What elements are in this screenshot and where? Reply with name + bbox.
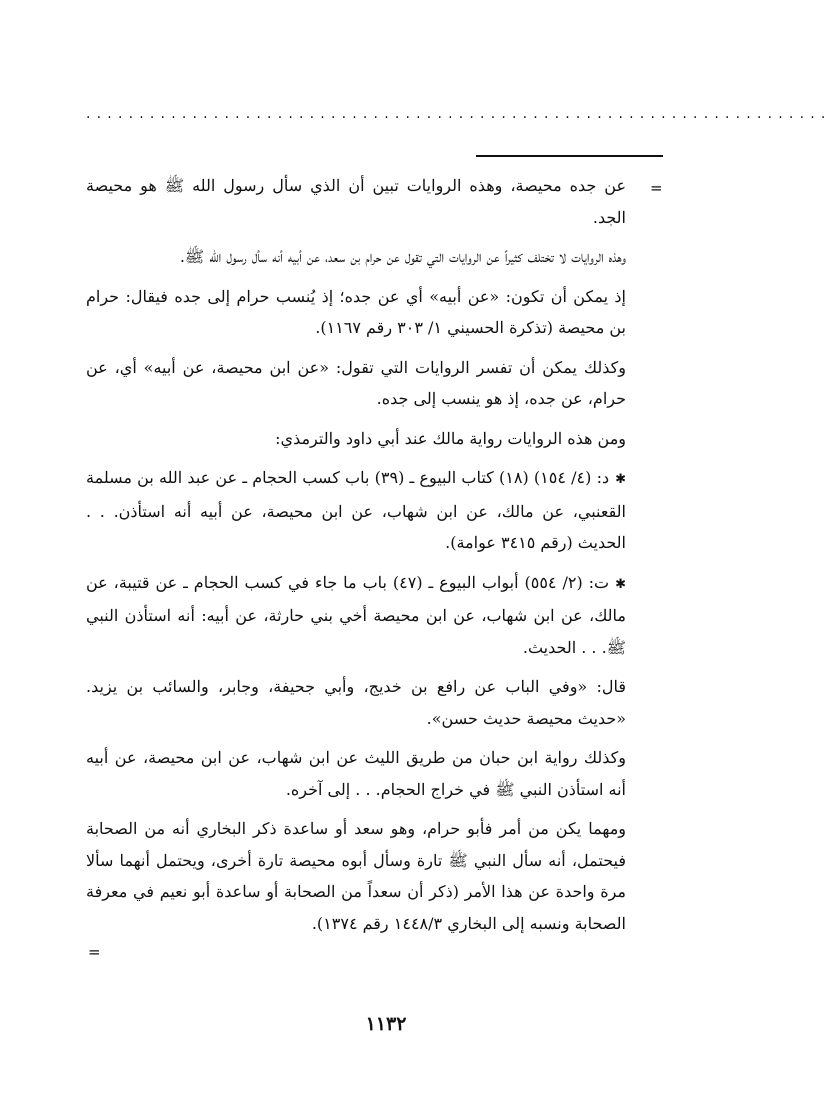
paragraph: ومن هذه الروايات رواية مالك عند أبي داود والترمذي: [275,428,626,448]
hadith-entry-text: د: (٤/ ١٥٤) (١٨) كتاب البيوع ـ (٣٩) باب كسب الحجام ـ عن عبد الله بن مسلمة القعنبي، عن مالك، عن ابن شهاب، عن ابن محيصة، عن أبيه أنه استأذن. . . الحديث (رقم ٣٤١٥ عوامة). [86,468,626,552]
paragraph: وكذلك يمكن أن تفسر الروايات التي تقول: «عن ابن محيصة، عن أبيه» أي، عن حرام، عن جده، إذ هو ينسب إلى جده. [86,357,626,408]
continuation-mark-top: = [650,179,663,197]
star-marker-icon: ✱ [615,576,626,592]
paragraph: قال: «وفي الباب عن رافع بن خديج، وأبي جحيفة، وجابر، والسائب بن يزيد. «حديث محيصة حديث حسن». [86,677,626,728]
paragraph: إذ يمكن أن تكون: «عن أبيه» أي عن جده؛ إذ يُنسب حرام إلى جده فيقال: حرام بن محيصة (تذكرة الحسيني ١/ ٣٠٣ رقم ١١٦٧). [86,286,626,337]
hadith-entry-text: ت: (٢/ ٥٥٤) أبواب البيوع ـ (٤٧) باب ما جاء في كسب الحجام ـ عن قتيبة، عن مالك، عن ابن شهاب، عن ابن محيصة أخي بني حارثة، عن أبيه: أنه استأذن النبي ﷺ. . . الحديث. [86,572,626,657]
hadith-entry [86,567,626,664]
footnote-text [86,170,626,947]
paragraph: عن جده محيصة، وهذه الروايات تبين أن الذي سأل رسول الله ﷺ هو محيصة الجد. [86,176,626,227]
page-number: ١١٣٢ [365,1013,407,1035]
dotted-separator: ...................................................................... [86,106,832,122]
hadith-entry [86,462,626,559]
continuation-mark-bottom: = [88,943,101,961]
paragraph: ومهما يكن من أمر فأبو حرام، وهو سعد أو ساعدة ذكر البخاري أنه من الصحابة فيحتمل، أنه سأل النبي ﷺ تارة وسأل أبوه محيصة تارة أخرى، ويحتمل أنهما سألا مرة واحدة عن هذا الأمر (ذكر أن سعداً من الصحابة أو ساعدة أبو نعيم في معرفة الصحابة ونسبه إلى البخاري ١٤٤٨/٣ رقم ١٣٧٤). [86,819,626,933]
footnote-rule [476,155,663,157]
paragraph: وكذلك رواية ابن حبان من طريق الليث عن ابن شهاب، عن ابن محيصة، عن أبيه أنه استأذن النبي ﷺ في خراج الحجام. . . إلى آخره. [86,748,626,799]
star-marker-icon: ✱ [615,472,626,487]
paragraph: وهذه الروايات لا تختلف كثيراً عن الروايات التي تقول عن حرام بن سعد، عن أبيه أنه سأل رسول الله ﷺ. [179,247,626,266]
